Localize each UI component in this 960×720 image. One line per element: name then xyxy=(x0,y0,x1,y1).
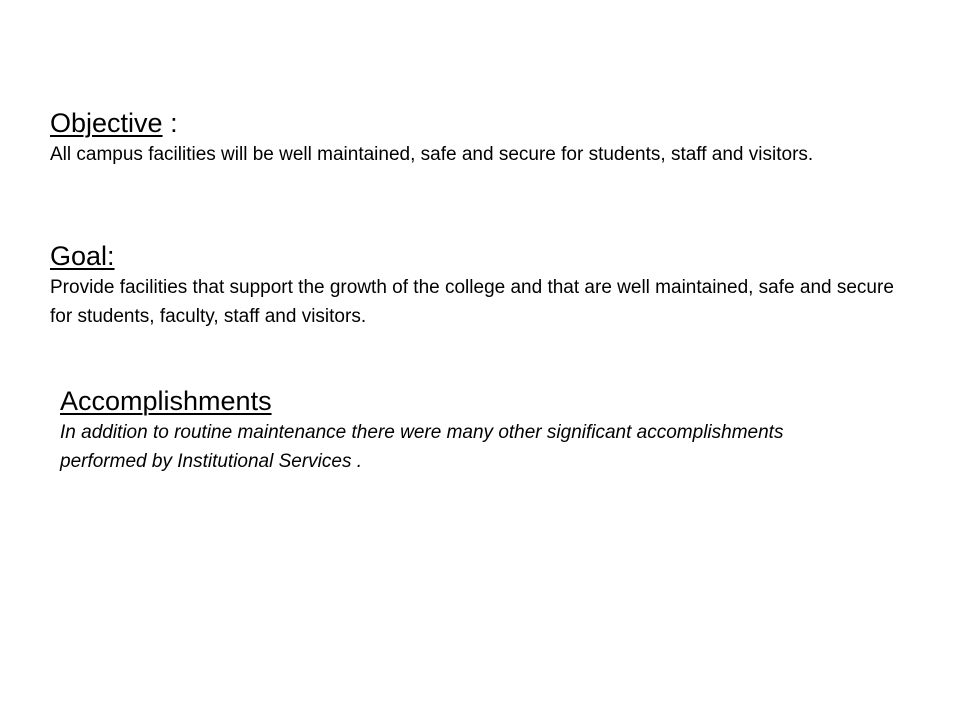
goal-text: Provide facilities that support the growth of the college and that are well maintained, safe and secure for students, faculty, staff and visitors. xyxy=(50,277,894,327)
goal-heading-label: Goal: xyxy=(50,241,115,271)
objective-text: All campus facilities will be well maintained, safe and secure for students, staff and visitors. xyxy=(50,144,814,165)
objective-section xyxy=(50,106,910,169)
goal-section xyxy=(50,239,910,331)
accomplishments-heading xyxy=(60,384,920,418)
objective-heading xyxy=(50,106,910,140)
accomplishments-text: In addition to routine maintenance there were many other significant accomplishments performed by Institutional Services . xyxy=(60,422,784,472)
objective-heading-suffix: : xyxy=(162,108,178,138)
accomplishments-heading-label: Accomplishments xyxy=(60,386,272,416)
accomplishments-section xyxy=(60,384,920,476)
goal-heading xyxy=(50,239,910,273)
objective-heading-label: Objective xyxy=(50,108,163,138)
